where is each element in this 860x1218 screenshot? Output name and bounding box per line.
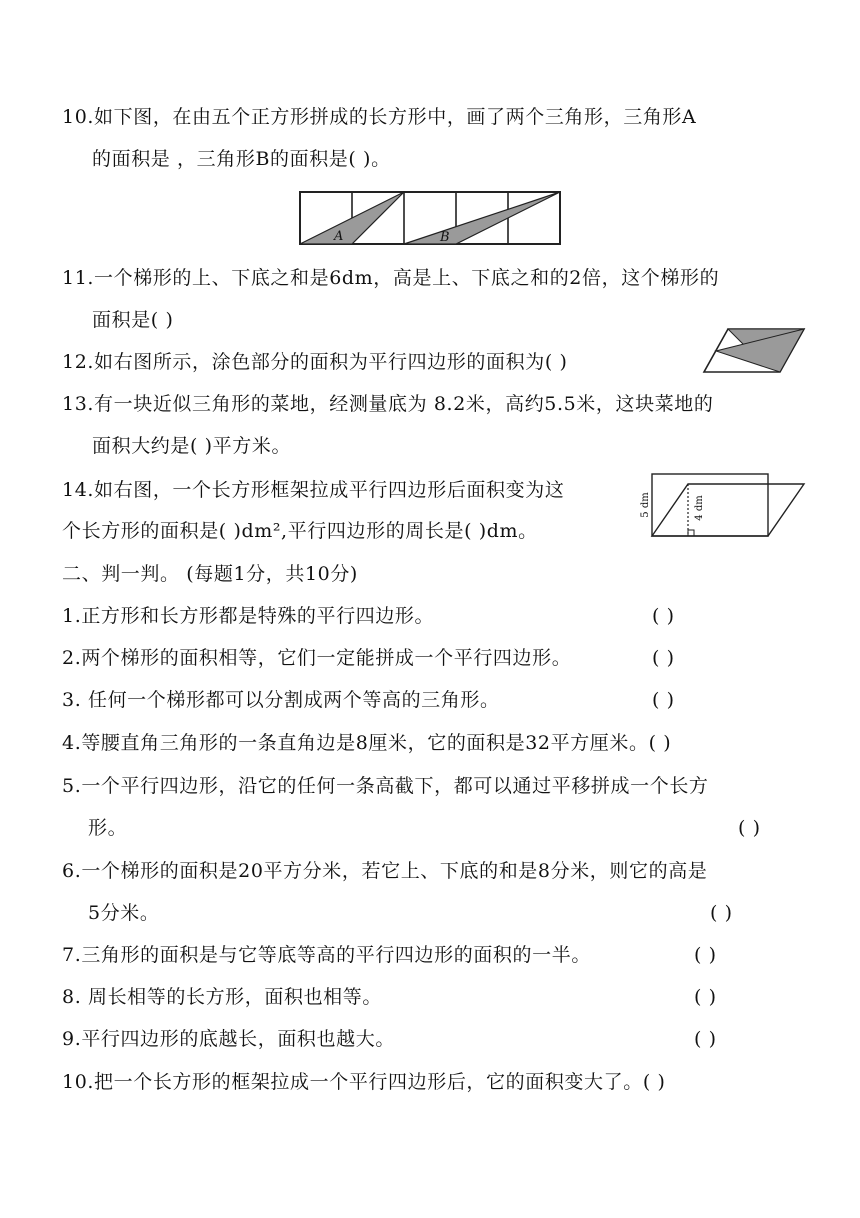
label-4dm: 4 dm: [694, 495, 705, 521]
q10-figure: [298, 190, 562, 248]
q13-text-2: 面积大约是( )平方米。: [92, 435, 292, 457]
judge-item-2: 2.两个梯形的面积相等，它们一定能拼成一个平行四边形。: [62, 647, 572, 669]
label-b: B: [440, 230, 450, 245]
q11-number: 11.: [62, 267, 95, 289]
q12-number: 12.: [62, 351, 95, 373]
rectangle-frame: [652, 474, 768, 536]
q10-number: 10.: [62, 106, 95, 128]
judge-item-1: 1.正方形和长方形都是特殊的平行四边形。: [62, 605, 435, 627]
judge-item-8: 8. 周长相等的长方形，面积也相等。: [62, 986, 382, 1008]
judge-item-9: 9.平行四边形的底越长，面积也越大。: [62, 1028, 395, 1050]
q10-text-1: 如下图，在由五个正方形拼成的长方形中，画了两个三角形，三角形A: [94, 106, 697, 128]
q14-line1: [62, 477, 564, 503]
judge-answer-8[interactable]: ( ): [694, 986, 717, 1008]
q10-text-2: 的面积是 ，三角形B的面积是( )。: [92, 148, 391, 170]
judge-answer-1[interactable]: ( ): [652, 605, 675, 627]
judge-item-3: 3. 任何一个梯形都可以分割成两个等高的三角形。: [62, 689, 500, 711]
q14-number: 14.: [62, 479, 95, 501]
judge-item-5-cont: 形。: [88, 817, 128, 839]
judge-item-4: 4.等腰直角三角形的一条直角边是8厘米，它的面积是32平方厘米。( ): [62, 732, 672, 754]
judge-answer-7[interactable]: ( ): [694, 944, 717, 966]
q11-line1: [62, 265, 719, 291]
q13-line1: [62, 391, 714, 417]
judge-item-5: 5.一个平行四边形，沿它的任何一条高截下，都可以通过平移拼成一个长方: [62, 775, 709, 797]
judge-answer-6[interactable]: ( ): [710, 902, 733, 924]
q14-text-2: 个长方形的面积是( )dm²,平行四边形的周长是( )dm。: [62, 520, 538, 542]
q11-text-2: 面积是( ): [92, 309, 174, 331]
judge-item-7: 7.三角形的面积是与它等底等高的平行四边形的面积的一半。: [62, 944, 591, 966]
judge-item-6: 6.一个梯形的面积是20平方分米，若它上、下底的和是8分米，则它的高是: [62, 860, 708, 882]
section2-title: 二、判一判。 (每题1分，共10分): [62, 563, 358, 585]
q12-figure: [702, 327, 806, 375]
q13-text-1: 有一块近似三角形的菜地，经测量底为 8.2米，高约5.5米，这块菜地的: [94, 393, 714, 415]
q14-figure: [638, 470, 808, 540]
q12-line1: [62, 349, 568, 375]
label-5dm: 5 dm: [640, 492, 651, 518]
judge-answer-9[interactable]: ( ): [694, 1028, 717, 1050]
q10-line1: [62, 104, 696, 130]
right-angle-mark: [688, 530, 694, 536]
judge-answer-5[interactable]: ( ): [738, 817, 761, 839]
q11-text-1: 一个梯形的上、下底之和是6dm，高是上、下底之和的2倍，这个梯形的: [94, 267, 720, 289]
q14-text-1: 如右图，一个长方形框架拉成平行四边形后面积变为这: [94, 479, 565, 501]
parallelogram-frame: [652, 484, 804, 536]
judge-answer-2[interactable]: ( ): [652, 647, 675, 669]
q13-number: 13.: [62, 393, 95, 415]
judge-item-10: 10.把一个长方形的框架拉成一个平行四边形后，它的面积变大了。( ): [62, 1071, 666, 1093]
triangle-b: [404, 192, 560, 244]
q12-text-1: 如右图所示，涂色部分的面积为平行四边形的面积为( ): [94, 351, 568, 373]
judge-answer-3[interactable]: ( ): [652, 689, 675, 711]
judge-item-6-cont: 5分米。: [88, 902, 160, 924]
label-a: A: [334, 229, 344, 244]
